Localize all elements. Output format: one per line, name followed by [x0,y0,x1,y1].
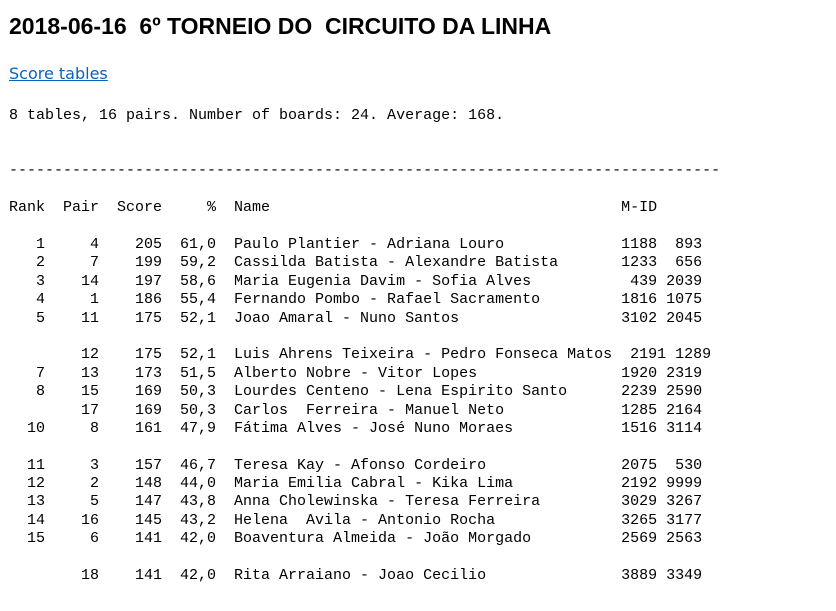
page-title: 2018-06-16 6º TORNEIO DO CIRCUITO DA LINHA [9,13,552,39]
table-row: 12 175 52,1 Luis Ahrens Teixeira - Pedro Fonseca Matos 2191 1289 [9,346,712,364]
table-row: 5 11 175 52,1 Joao Amaral - Nuno Santos 3102 2045 [9,309,703,327]
tournament-summary: 8 tables, 16 pairs. Number of boards: 24. Average: 168. [9,107,505,124]
group-spacer [9,328,711,346]
table-row: 1 4 205 61,0 Paulo Plantier - Adriana Louro 1188 893 [9,236,703,253]
group-spacer [9,549,711,567]
table-row: 17 169 50,3 Carlos Ferreira - Manuel Neto 1285 2164 [9,401,703,419]
table-row: 18 141 42,0 Rita Arraiano - Joao Cecilio 3889 3349 [9,567,703,585]
table-row: 14 16 145 43,2 Helena Avila - Antonio Rocha 3265 3177 [9,511,703,529]
divider-line: ------------------------------------------------------------------------------- [9,162,721,179]
table-row: 2 7 199 59,2 Cassilda Batista - Alexandre Batista 1233 656 [9,254,703,272]
table-row: 12 2 148 44,0 Maria Emilia Cabral - Kika Lima 2192 9999 [9,475,703,493]
table-row: 10 8 161 47,9 Fátima Alves - José Nuno Moraes 1516 3114 [9,419,703,437]
table-row: 11 3 157 46,7 Teresa Kay - Afonso Cordeiro 2075 530 [9,456,703,474]
table-row: 8 15 169 50,3 Lourdes Centeno - Lena Espirito Santo 2239 2590 [9,383,703,401]
table-row: 4 1 186 55,4 Fernando Pombo - Rafael Sacramento 1816 1075 [9,291,703,309]
table-row: 15 6 141 42,0 Boaventura Almeida - João Morgado 2569 2563 [9,530,703,548]
score-tables-link[interactable]: Score tables [9,64,108,83]
results-table-body [9,236,711,585]
results-table-header: Rank Pair Score % Name M-ID [9,199,658,216]
table-row: 7 13 173 51,5 Alberto Nobre - Vitor Lopes 1920 2319 [9,364,703,382]
table-row: 13 5 147 43,8 Anna Cholewinska - Teresa Ferreira 3029 3267 [9,493,703,511]
table-row: 3 14 197 58,6 Maria Eugenia Davim - Sofia Alves 439 2039 [9,272,703,290]
group-spacer [9,438,711,456]
